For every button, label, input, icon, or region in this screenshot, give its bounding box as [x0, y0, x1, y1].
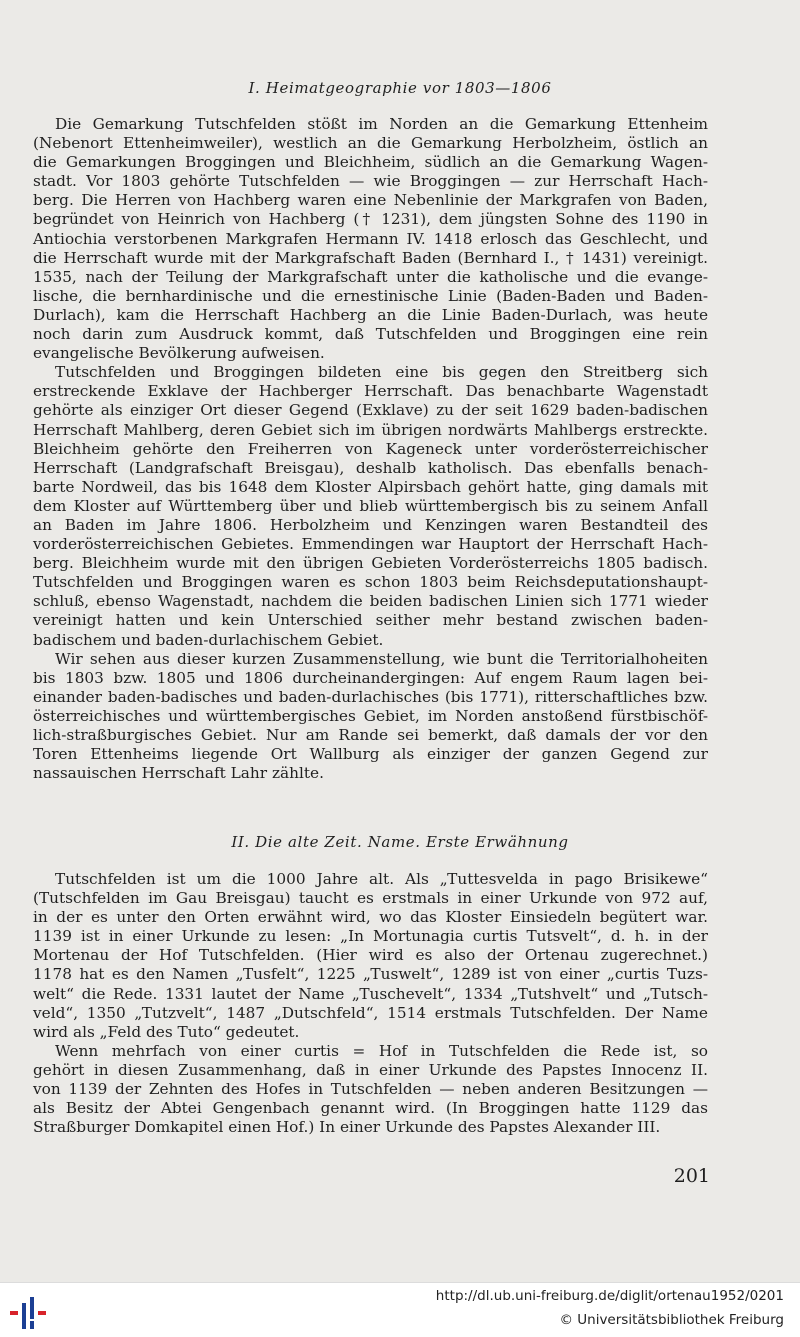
footer-bar [0, 1282, 800, 1337]
text-line: berg. Bleichheim wurde mit den übrigen Gebieten Vorderösterreichs 1805 badisch. [33, 554, 708, 573]
ub-freiburg-logo-icon [8, 1293, 52, 1331]
text-line: evangelische Bevölkerung aufweisen. [33, 344, 325, 363]
text-line: wird als „Feld des Tuto“ gedeutet. [33, 1022, 300, 1041]
text-line: berg. Die Herren von Hachberg waren eine Nebenlinie der Markgrafen von Baden, [33, 191, 708, 210]
text-line: nassauischen Herrschaft Lahr zählte. [33, 764, 324, 783]
document-url-link[interactable]: http://dl.ub.uni-freiburg.de/diglit/ortenau1952/0201 [435, 1288, 784, 1304]
text-line: Wenn mehrfach von einer curtis = Hof in Tutschfelden die Rede ist, so [55, 1041, 708, 1060]
text-line: gehörte als einziger Ort dieser Gegend (Exklave) zu der seit 1629 baden-badischen [33, 401, 708, 420]
text-line: vereinigt hatten und kein Unterschied seither mehr bestand zwischen baden- [33, 611, 708, 630]
text-line: Tutschfelden und Broggingen bildeten eine bis gegen den Streitberg sich [55, 363, 708, 382]
text-line: als Besitz der Abtei Gengenbach genannt wird. (In Broggingen hatte 1129 das [33, 1099, 708, 1118]
text-line: 1535, nach der Teilung der Markgrafschaft unter die katholische und die evange- [33, 267, 708, 286]
text-line: Herrschaft Mahlberg, deren Gebiet sich im übrigen nordwärts Mahlbergs erstreckte. [33, 420, 708, 439]
text-line: Tutschfelden und Broggingen waren es schon 1803 beim Reichsdeputationshaupt- [33, 573, 708, 592]
section-1-text [33, 115, 708, 783]
copyright-text: © Universitätsbibliothek Freiburg [559, 1312, 784, 1328]
text-line: Antiochia verstorbenen Markgrafen Hermann IV. 1418 erlosch das Geschlecht, und [33, 229, 708, 248]
text-line: (Nebenort Ettenheimweiler), westlich an die Gemarkung Herbolzheim, östlich an [33, 134, 708, 153]
text-line: Straßburger Domkapitel einen Hof.) In einer Urkunde des Papstes Alexander III. [33, 1118, 661, 1137]
text-line: gehört in diesen Zusammenhang, daß in einer Urkunde des Papstes Innocenz II. [33, 1060, 708, 1079]
text-line: vorderösterreichischen Gebietes. Emmendingen war Hauptort der Herrschaft Hach- [33, 535, 708, 554]
text-line: an Baden im Jahre 1806. Herbolzheim und Kenzingen waren Bestandteil des [33, 515, 708, 534]
text-line: 1139 ist in einer Urkunde zu lesen: „In Mortunagia curtis Tutsvelt“, d. h. in der [33, 927, 708, 946]
text-line: Durlach), kam die Herrschaft Hachberg an die Linie Baden-Durlach, was heute [33, 305, 708, 324]
section-heading-2: II. Die alte Zeit. Name. Erste Erwähnung [231, 833, 569, 851]
text-line: lische, die bernhardinische und die ernestinische Linie (Baden-Baden und Baden- [33, 286, 708, 305]
text-line: einander baden-badisches und baden-durlachisches (bis 1771), ritterschaftliches bzw. [33, 687, 708, 706]
text-line: Toren Ettenheims liegende Ort Wallburg als einziger der ganzen Gegend zur [33, 745, 708, 764]
text-line: badischem und baden-durlachischem Gebiet. [33, 630, 384, 649]
text-line: lich-straßburgisches Gebiet. Nur am Rande sei bemerkt, daß damals der vor den [33, 726, 708, 744]
section-heading-1: I. Heimatgeographie vor 1803—1806 [248, 79, 552, 97]
text-line: Tutschfelden ist um die 1000 Jahre alt. Als „Tuttesvelda in pago Brisikewe“ [55, 870, 708, 888]
text-line: Wir sehen aus dieser kurzen Zusammenstellung, wie bunt die Territorialhoheiten [55, 649, 708, 668]
text-line: schluß, ebenso Wagenstadt, nachdem die beiden badischen Linien sich 1771 wieder [33, 592, 708, 611]
text-line: welt“ die Rede. 1331 lautet der Name „Tuschevelt“, 1334 „Tutshvelt“ und „Tutsch- [33, 984, 708, 1003]
text-line: dem Kloster auf Württemberg über und blieb württembergisch bis zu seinem Anfall [33, 496, 708, 515]
text-line: von 1139 der Zehnten des Hofes in Tutschfelden — neben anderen Besitzungen — [33, 1080, 708, 1099]
text-line: begründet von Heinrich von Hachberg († 1231), dem jüngsten Sohne des 1190 in [33, 210, 708, 229]
text-line: noch darin zum Ausdruck kommt, daß Tutschfelden und Broggingen eine rein [33, 325, 708, 344]
page-number: 201 [673, 1165, 710, 1187]
text-line: bis 1803 bzw. 1805 und 1806 durcheinandergingen: Auf engem Raum lagen bei- [33, 668, 708, 687]
text-line: (Tutschfelden im Gau Breisgau) taucht es erstmals in einer Urkunde von 972 auf, [33, 889, 708, 908]
text-line: Herrschaft (Landgrafschaft Breisgau), deshalb katholisch. Das ebenfalls benach- [33, 458, 708, 477]
text-line: erstreckende Exklave der Hachberger Herrschaft. Das benachbarte Wagenstadt [33, 382, 708, 401]
text-line: stadt. Vor 1803 gehörte Tutschfelden — wie Broggingen — zur Herrschaft Hach- [33, 172, 708, 191]
text-line: veld“, 1350 „Tutzvelt“, 1487 „Dutschfeld“, 1514 erstmals Tutschfelden. Der Name [33, 1003, 708, 1022]
text-line: österreichisches und württembergisches Gebiet, im Norden anstoßend fürstbischöf- [33, 706, 708, 725]
text-line: die Gemarkungen Broggingen und Bleichheim, südlich an die Gemarkung Wagen- [33, 153, 708, 172]
text-line: Die Gemarkung Tutschfelden stößt im Norden an die Gemarkung Ettenheim [55, 115, 708, 133]
text-line: Bleichheim gehörte den Freiherren von Kageneck unter vorderösterreichischer [33, 439, 708, 458]
text-line: in der es unter den Orten erwähnt wird, wo das Kloster Einsiedeln begütert war. [33, 908, 708, 927]
text-line: barte Nordweil, das bis 1648 dem Kloster Alpirsbach gehört hatte, ging damals mit [33, 477, 708, 496]
section-2-text [33, 870, 708, 1137]
text-line: 1178 hat es den Namen „Tusfelt“, 1225 „Tuswelt“, 1289 ist von einer „curtis Tuzs- [33, 965, 708, 984]
text-line: Mortenau der Hof Tutschfelden. (Hier wird es also der Ortenau zugerechnet.) [33, 946, 708, 965]
text-line: die Herrschaft wurde mit der Markgrafschaft Baden (Bernhard I., † 1431) vereinigt. [33, 248, 708, 267]
